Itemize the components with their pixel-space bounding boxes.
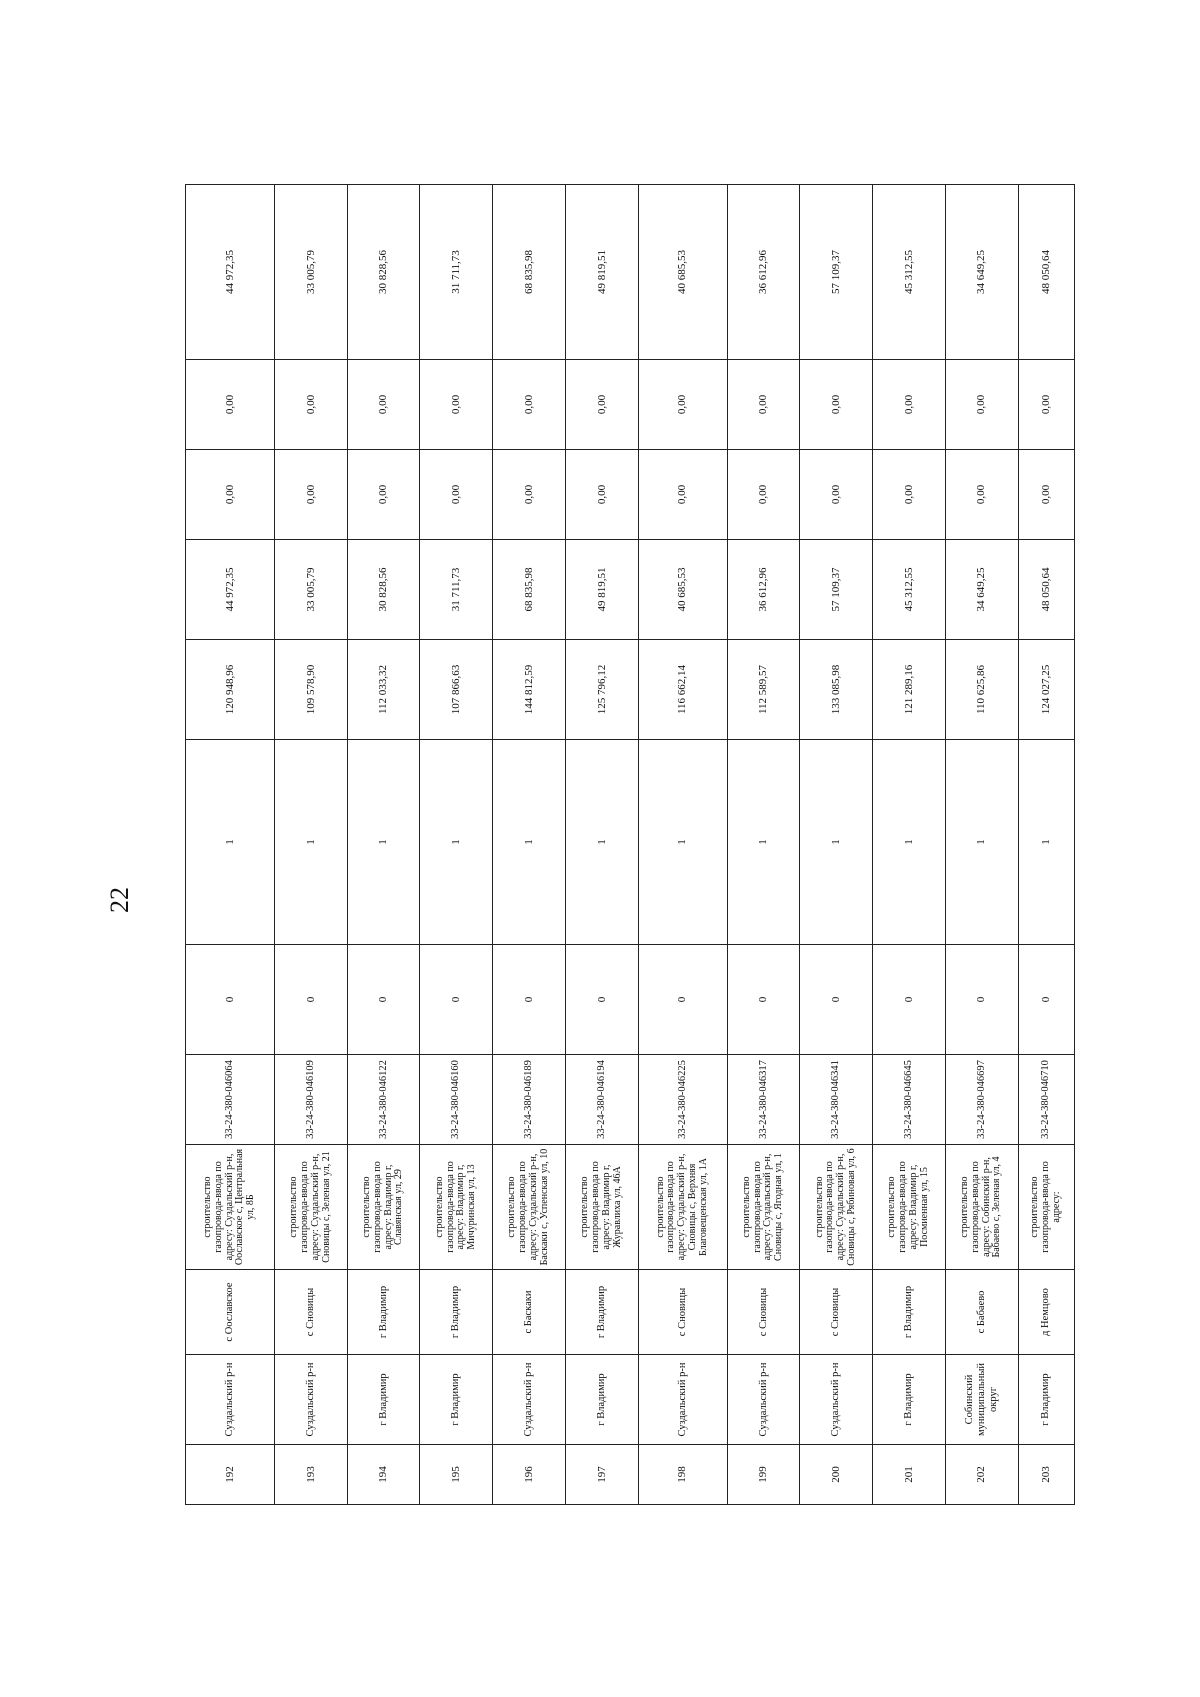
cell-object-id: 33-24-380-046341 [800, 1055, 873, 1145]
cell-description: строительство газопровода-ввода по адресу: Владимир г, Посмиенная ул, 15 [873, 1145, 946, 1270]
cell-value-col7: 116 662,14 [638, 640, 727, 740]
cell-value-col5: 0 [420, 945, 493, 1055]
cell-locality: г Владимир [347, 1270, 420, 1355]
cell-value-col8: 40 685,53 [638, 540, 727, 640]
cell-value-col5: 0 [275, 945, 348, 1055]
cell-value-col10: 0,00 [1018, 360, 1075, 450]
cell-locality: с Баскаки [493, 1270, 566, 1355]
cell-object-id: 33-24-380-046160 [420, 1055, 493, 1145]
cell-row-number: 193 [275, 1445, 348, 1505]
cell-value-col8: 68 835,98 [493, 540, 566, 640]
cell-value-col7: 144 812,59 [493, 640, 566, 740]
cell-row-number: 202 [945, 1445, 1018, 1505]
cell-description: строительство газопровода-ввода по адресу: Владимир г, Мичуринская ул, 13 [420, 1145, 493, 1270]
cell-description: строительство газопровода-ввода по адресу: Суздальский р-н, Сновицы с, Зеленая ул, 21 [275, 1145, 348, 1270]
cell-row-number: 198 [638, 1445, 727, 1505]
table-row [945, 185, 1018, 1505]
cell-description: строительство газопровода-ввода по адресу: [1018, 1145, 1075, 1270]
cell-object-id: 33-24-380-046710 [1018, 1055, 1075, 1145]
cell-description: строительство газопровода-ввода по адресу: Суздальский р-н, Сновицы с, Верхняя Благовещенская ул, 1А [638, 1145, 727, 1270]
cell-value-col11: 33 005,79 [275, 185, 348, 360]
cell-value-col10: 0,00 [727, 360, 800, 450]
cell-value-col5: 0 [1018, 945, 1075, 1055]
cell-value-col10: 0,00 [420, 360, 493, 450]
cell-district: г Владимир [565, 1355, 638, 1445]
cell-row-number: 201 [873, 1445, 946, 1505]
cell-value-col6: 1 [565, 740, 638, 945]
cell-value-col5: 0 [186, 945, 275, 1055]
cell-value-col11: 68 835,98 [493, 185, 566, 360]
cell-value-col7: 110 625,86 [945, 640, 1018, 740]
cell-value-col5: 0 [565, 945, 638, 1055]
cell-value-col10: 0,00 [565, 360, 638, 450]
table-row [186, 185, 275, 1505]
cell-value-col9: 0,00 [638, 450, 727, 540]
cell-value-col5: 0 [493, 945, 566, 1055]
cell-value-col5: 0 [800, 945, 873, 1055]
cell-value-col11: 45 312,55 [873, 185, 946, 360]
cell-value-col7: 107 866,63 [420, 640, 493, 740]
cell-object-id: 33-24-380-046064 [186, 1055, 275, 1145]
cell-value-col7: 125 796,12 [565, 640, 638, 740]
cell-value-col9: 0,00 [565, 450, 638, 540]
document-table-area [185, 185, 1075, 1505]
cell-value-col11: 30 828,56 [347, 185, 420, 360]
cell-locality: д Немцово [1018, 1270, 1075, 1355]
cell-description: строительство газопровода-ввода по адресу: Суздальский р-н, Оославское с, Центральная ул, 8Б [186, 1145, 275, 1270]
cell-value-col5: 0 [638, 945, 727, 1055]
cell-value-col9: 0,00 [493, 450, 566, 540]
cell-locality: с Оославское [186, 1270, 275, 1355]
cell-value-col8: 49 819,51 [565, 540, 638, 640]
cell-value-col8: 33 005,79 [275, 540, 348, 640]
cell-value-col7: 112 033,32 [347, 640, 420, 740]
cell-description: строительство газопровода-ввода по адресу: Собинский р-н, Бабаево с, Зеленая ул, 4 [945, 1145, 1018, 1270]
cell-value-col11: 44 972,35 [186, 185, 275, 360]
cell-value-col10: 0,00 [347, 360, 420, 450]
table-row [275, 185, 348, 1505]
cell-district: Суздальский р-н [275, 1355, 348, 1445]
cell-value-col11: 57 109,37 [800, 185, 873, 360]
cell-locality: с Бабаево [945, 1270, 1018, 1355]
cell-district: г Владимир [347, 1355, 420, 1445]
cell-value-col10: 0,00 [638, 360, 727, 450]
cell-object-id: 33-24-380-046225 [638, 1055, 727, 1145]
cell-row-number: 192 [186, 1445, 275, 1505]
cell-district: Суздальский р-н [800, 1355, 873, 1445]
cell-value-col7: 109 578,90 [275, 640, 348, 740]
cell-district: г Владимир [873, 1355, 946, 1445]
cell-value-col10: 0,00 [800, 360, 873, 450]
table-row [800, 185, 873, 1505]
cell-value-col10: 0,00 [493, 360, 566, 450]
cell-locality: г Владимир [565, 1270, 638, 1355]
cell-value-col9: 0,00 [800, 450, 873, 540]
cell-row-number: 196 [493, 1445, 566, 1505]
cell-value-col9: 0,00 [275, 450, 348, 540]
cell-district: г Владимир [420, 1355, 493, 1445]
cell-district: Собинский муниципальный округ [945, 1355, 1018, 1445]
cell-value-col9: 0,00 [1018, 450, 1075, 540]
cell-row-number: 194 [347, 1445, 420, 1505]
table-row [493, 185, 566, 1505]
cell-row-number: 195 [420, 1445, 493, 1505]
cell-row-number: 199 [727, 1445, 800, 1505]
cell-value-col10: 0,00 [945, 360, 1018, 450]
cell-value-col6: 1 [347, 740, 420, 945]
cell-row-number: 203 [1018, 1445, 1075, 1505]
cell-value-col11: 40 685,53 [638, 185, 727, 360]
cell-value-col11: 36 612,96 [727, 185, 800, 360]
cell-district: Суздальский р-н [727, 1355, 800, 1445]
cell-value-col9: 0,00 [873, 450, 946, 540]
cell-description: строительство газопровода-ввода по адресу: Суздальский р-н, Сновицы с, Рябиновая ул, 6 [800, 1145, 873, 1270]
cell-value-col10: 0,00 [275, 360, 348, 450]
cell-value-col6: 1 [727, 740, 800, 945]
cell-locality: с Сновицы [727, 1270, 800, 1355]
cell-value-col6: 1 [800, 740, 873, 945]
cell-object-id: 33-24-380-046109 [275, 1055, 348, 1145]
cell-object-id: 33-24-380-046697 [945, 1055, 1018, 1145]
cell-value-col5: 0 [945, 945, 1018, 1055]
table-row [638, 185, 727, 1505]
cell-district: г Владимир [1018, 1355, 1075, 1445]
cell-description: строительство газопровода-ввода по адресу: Суздальский р-н, Сновицы с, Ягодная ул, 1 [727, 1145, 800, 1270]
cell-value-col7: 124 027,25 [1018, 640, 1075, 740]
cell-locality: с Сновицы [275, 1270, 348, 1355]
table-row [420, 185, 493, 1505]
cell-value-col9: 0,00 [186, 450, 275, 540]
cell-description: строительство газопровода-ввода по адресу: Суздальский р-н, Баскаки с, Успенская ул, 10 [493, 1145, 566, 1270]
cell-value-col11: 34 649,25 [945, 185, 1018, 360]
cell-value-col11: 48 050,64 [1018, 185, 1075, 360]
cell-value-col11: 49 819,51 [565, 185, 638, 360]
cell-value-col6: 1 [873, 740, 946, 945]
cell-row-number: 197 [565, 1445, 638, 1505]
cell-locality: с Сновицы [800, 1270, 873, 1355]
cell-value-col8: 36 612,96 [727, 540, 800, 640]
cell-value-col8: 31 711,73 [420, 540, 493, 640]
rotated-table-container [185, 185, 1075, 1505]
cell-district: Суздальский р-н [186, 1355, 275, 1445]
cell-object-id: 33-24-380-046194 [565, 1055, 638, 1145]
cell-value-col7: 133 085,98 [800, 640, 873, 740]
data-table [185, 184, 1075, 1505]
cell-locality: с Сновицы [638, 1270, 727, 1355]
cell-value-col9: 0,00 [420, 450, 493, 540]
cell-value-col6: 1 [1018, 740, 1075, 945]
table-row [727, 185, 800, 1505]
cell-row-number: 200 [800, 1445, 873, 1505]
cell-value-col7: 112 589,57 [727, 640, 800, 740]
cell-value-col8: 30 828,56 [347, 540, 420, 640]
cell-value-col6: 1 [420, 740, 493, 945]
table-row [873, 185, 946, 1505]
page-number: 22 [105, 887, 134, 913]
cell-value-col6: 1 [493, 740, 566, 945]
cell-description: строительство газопровода-ввода по адресу: Владимир г, Славянская ул, 29 [347, 1145, 420, 1270]
cell-value-col9: 0,00 [727, 450, 800, 540]
cell-locality: г Владимир [420, 1270, 493, 1355]
cell-value-col10: 0,00 [873, 360, 946, 450]
cell-value-col5: 0 [347, 945, 420, 1055]
cell-value-col9: 0,00 [945, 450, 1018, 540]
cell-value-col8: 45 312,55 [873, 540, 946, 640]
cell-value-col5: 0 [873, 945, 946, 1055]
cell-value-col8: 34 649,25 [945, 540, 1018, 640]
cell-locality: г Владимир [873, 1270, 946, 1355]
table-row [347, 185, 420, 1505]
cell-value-col9: 0,00 [347, 450, 420, 540]
table-row [1018, 185, 1075, 1505]
cell-value-col5: 0 [727, 945, 800, 1055]
cell-value-col7: 120 948,96 [186, 640, 275, 740]
cell-value-col6: 1 [945, 740, 1018, 945]
cell-value-col8: 44 972,35 [186, 540, 275, 640]
cell-object-id: 33-24-380-046645 [873, 1055, 946, 1145]
cell-object-id: 33-24-380-046189 [493, 1055, 566, 1145]
cell-value-col10: 0,00 [186, 360, 275, 450]
cell-value-col7: 121 289,16 [873, 640, 946, 740]
cell-value-col8: 57 109,37 [800, 540, 873, 640]
cell-district: Суздальский р-н [493, 1355, 566, 1445]
cell-description: строительство газопровода-ввода по адресу: Владимир г, Журавлиха ул, 46А [565, 1145, 638, 1270]
cell-value-col6: 1 [638, 740, 727, 945]
cell-value-col6: 1 [186, 740, 275, 945]
cell-value-col6: 1 [275, 740, 348, 945]
cell-object-id: 33-24-380-046122 [347, 1055, 420, 1145]
table-row [565, 185, 638, 1505]
cell-value-col11: 31 711,73 [420, 185, 493, 360]
cell-district: Суздальский р-н [638, 1355, 727, 1445]
cell-object-id: 33-24-380-046317 [727, 1055, 800, 1145]
cell-value-col8: 48 050,64 [1018, 540, 1075, 640]
